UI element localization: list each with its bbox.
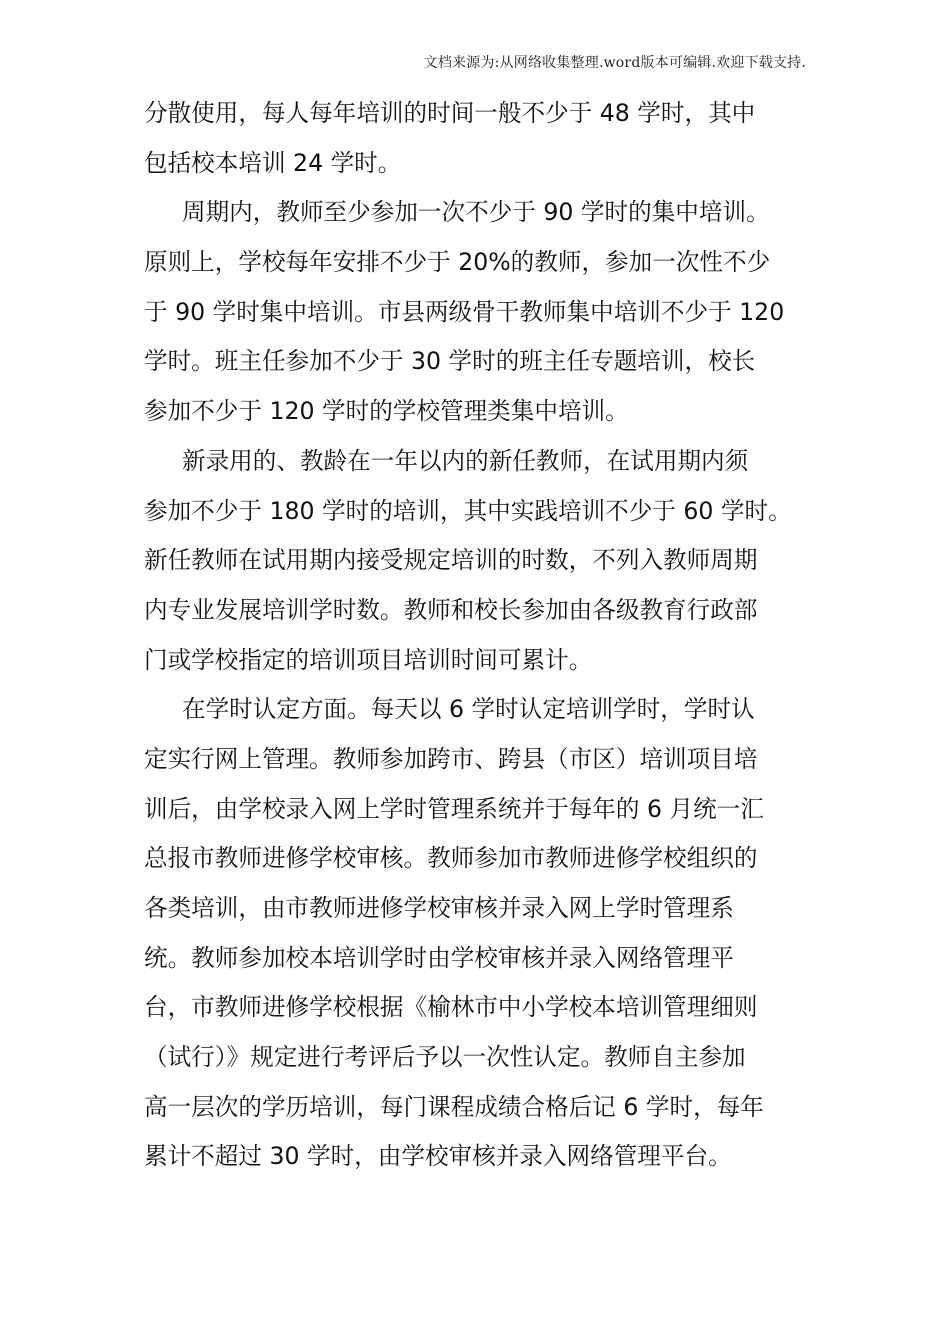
- text-line: 新录用的、教龄在一年以内的新任教师，在试用期内须: [182, 446, 749, 475]
- text-line: 高一层次的学历培训，每门课程成绩合格后记 6 学时，每年: [144, 1092, 764, 1121]
- text-line: 原则上，学校每年安排不少于 20%的教师，参加一次性不少: [144, 248, 771, 277]
- text-line: 台，市教师进修学校根据《榆林市中小学校本培训管理细则: [144, 993, 758, 1022]
- text-line: 参加不少于 120 学时的学校管理类集中培训。: [144, 397, 629, 426]
- text-line: （试行）》规定进行考评后予以一次性认定。教师自主参加: [144, 1043, 746, 1072]
- text-line: 总报市教师进修学校审核。教师参加市教师进修学校组织的: [144, 844, 758, 873]
- text-line: 定实行网上管理。教师参加跨市、跨县（市区）培训项目培: [144, 744, 758, 773]
- text-line: 参加不少于 180 学时的培训，其中实践培训不少于 60 学时。: [144, 496, 792, 525]
- text-line: 内专业发展培训学时数。教师和校长参加由各级教育行政部: [144, 595, 758, 624]
- text-line: 学时。班主任参加不少于 30 学时的班主任专题培训，校长: [144, 347, 756, 376]
- text-line: 包括校本培训 24 学时。: [144, 148, 402, 177]
- text-line: 统。教师参加校本培训学时由学校审核并录入网络管理平: [144, 943, 734, 972]
- text-line: 周期内，教师至少参加一次不少于 90 学时的集中培训。: [182, 198, 770, 227]
- document-body: [144, 89, 808, 1182]
- text-line: 在学时认定方面。每天以 6 学时认定培训学时，学时认: [182, 695, 755, 724]
- text-line: 累计不超过 30 学时，由学校审核并录入网络管理平台。: [144, 1142, 732, 1171]
- text-line: 训后，由学校录入网上学时管理系统并于每年的 6 月统一汇: [144, 794, 764, 823]
- text-line: 新任教师在试用期内接受规定培训的时数，不列入教师周期: [144, 546, 758, 575]
- text-line: 于 90 学时集中培训。市县两级骨干教师集中培训不少于 120: [144, 297, 785, 326]
- text-line: 各类培训，由市教师进修学校审核并录入网上学时管理系: [144, 894, 734, 922]
- header-note: 文档来源为:从网络收集整理.word版本可编辑.欢迎下载支持.: [423, 55, 806, 71]
- text-line: 分散使用，每人每年培训的时间一般不少于 48 学时，其中: [144, 99, 756, 127]
- text-line: 门或学校指定的培训项目培训时间可累计。: [144, 645, 593, 674]
